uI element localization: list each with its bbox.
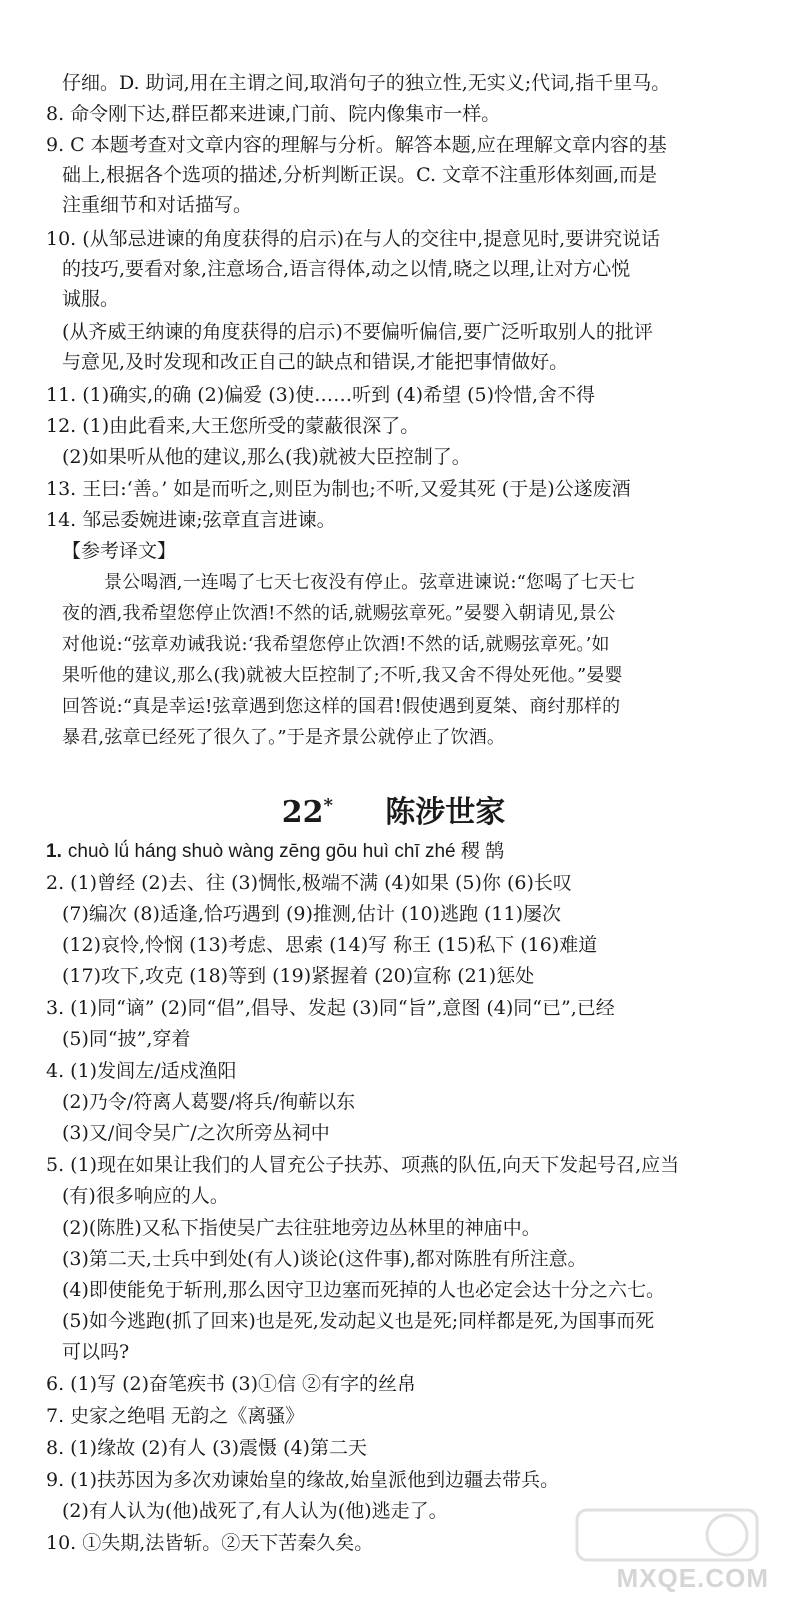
translation-line: 景公喝酒,一连喝了七天七夜没有停止。弦章进谏说:“您喝了七天七 (104, 572, 636, 593)
answer-line: (7)编次 (8)适逢,恰巧遇到 (9)推测,估计 (10)逃跑 (11)屡次 (62, 903, 561, 925)
question-number: 1. (46, 841, 62, 862)
answer-line: 础上,根据各个选项的描述,分析判断正误。C. 文章不注重形体刻画,而是 (62, 164, 658, 186)
answer-line: 【参考译文】 (62, 540, 177, 562)
answer-line: (12)哀怜,怜悯 (13)考虑、思索 (14)写 称王 (15)私下 (16)难道 (62, 934, 598, 956)
answer-line: (3)第二天,士兵中到处(有人)谈论(这件事),都对陈胜有所注意。 (62, 1248, 587, 1270)
answer-line: 11. (1)确实,的确 (2)偏爱 (3)使……听到 (4)希望 (5)怜惜,舍不得 (46, 384, 596, 406)
answer-line: 可以吗? (62, 1341, 130, 1363)
answer-line: 8. 命令刚下达,群臣都来进谏,门前、院内像集市一样。 (46, 103, 501, 125)
translation-line: 果听他的建议,那么(我)就被大臣控制了;不听,我又舍不得处死他。”晏婴 (62, 665, 623, 686)
answer-line: 14. 邹忌委婉进谏;弦章直言进谏。 (46, 509, 336, 531)
answer-line: 诚服。 (62, 288, 120, 310)
answer-line: (5)如今逃跑(抓了回来)也是死,发动起义也是死;同样都是死,为国事而死 (62, 1310, 655, 1332)
translation-line: 回答说:“真是幸运!弦章遇到您这样的国君!假使遇到夏桀、商纣那样的 (62, 696, 621, 717)
answer-line: (2)有人认为(他)战死了,有人认为(他)逃走了。 (62, 1500, 448, 1522)
answer-line: 7. 史家之绝唱 无韵之《离骚》 (46, 1405, 305, 1427)
answer-line: (2)如果听从他的建议,那么(我)就被大臣控制了。 (62, 446, 471, 468)
answer-line: (5)同“披”,穿着 (62, 1028, 191, 1050)
answer-line: (有)很多响应的人。 (62, 1185, 229, 1207)
answer-line: 5. (1)现在如果让我们的人冒充公子扶苏、项燕的队伍,向天下发起号召,应当 (46, 1154, 680, 1176)
answer-line: (4)即使能免于斩刑,那么因守卫边塞而死掉的人也必定会达十分之六七。 (62, 1279, 665, 1301)
answer-line: 的技巧,要看对象,注意场合,语言得体,动之以情,晓之以理,让对方心悦 (62, 258, 631, 280)
answer-line: (17)攻下,攻克 (18)等到 (19)紧握着 (20)宣称 (21)惩处 (62, 965, 535, 987)
answer-line: 与意见,及时发现和改正自己的缺点和错误,才能把事情做好。 (62, 351, 569, 373)
answer-line: 8. (1)缘故 (2)有人 (3)震慑 (4)第二天 (46, 1437, 367, 1459)
answer-line: 注重细节和对话描写。 (62, 194, 253, 216)
pinyin-text: chuò lǘ háng shuò wàng zēng gōu huì chī zhé 稷 鹄 (67, 841, 505, 862)
answer-line: 6. (1)写 (2)奋笔疾书 (3)①信 ②有字的丝帛 (46, 1373, 417, 1395)
answer-line: (2)(陈胜)又私下指使吴广去往驻地旁边丛林里的神庙中。 (62, 1217, 541, 1239)
answer-line: 3. (1)同“谪” (2)同“倡”,倡导、发起 (3)同“旨”,意图 (4)同“已”,已经 (46, 997, 615, 1019)
answer-line: (3)又/间令吴广/之次所旁丛祠中 (62, 1122, 330, 1144)
answer-line: 2. (1)曾经 (2)去、往 (3)惆怅,极端不满 (4)如果 (5)你 (6)长叹 (46, 872, 572, 894)
section-title: 陈涉世家 (385, 795, 506, 830)
answer-line: (2)乃令/符离人葛婴/将兵/徇蕲以东 (62, 1091, 356, 1113)
answer-line: 9. C 本题考查对文章内容的理解与分析。解答本题,应在理解文章内容的基 (46, 134, 667, 156)
answer-line: 仔细。D. 助词,用在主谓之间,取消句子的独立性,无实义;代词,指千里马。 (62, 72, 671, 94)
answer-line: 10. (从邹忌进谏的角度获得的启示)在与人的交往中,提意见时,要讲究说话 (46, 228, 661, 250)
answer-line: 12. (1)由此看来,大王您所受的蒙蔽很深了。 (46, 415, 420, 437)
answer-line: 9. (1)扶苏因为多次劝谏始皇的缘故,始皇派他到边疆去带兵。 (46, 1469, 560, 1491)
section-heading (0, 788, 787, 831)
answer-line: 4. (1)发闾左/适戍渔阳 (46, 1060, 237, 1082)
translation-line: 暴君,弦章已经死了很久了。”于是齐景公就停止了饮酒。 (62, 727, 506, 748)
answer-line: 10. ①失期,法皆斩。②天下苦秦久矣。 (46, 1532, 374, 1554)
watermark-text: MXQE.COM (616, 1563, 769, 1593)
section-number: 22 (281, 795, 324, 830)
translation-line: 夜的酒,我希望您停止饮酒!不然的话,就赐弦章死。”晏婴入朝请见,景公 (62, 603, 616, 624)
answer-line: (从齐威王纳谏的角度获得的启示)不要偏听偏信,要广泛听取别人的批评 (62, 321, 653, 343)
optional-star: * (323, 795, 333, 816)
pinyin-answer-line (46, 840, 504, 864)
translation-line: 对他说:“弦章劝诫我说:‘我希望您停止饮酒!不然的话,就赐弦章死。’如 (62, 634, 610, 655)
answer-line: 13. 王曰:‘善。’ 如是而听之,则臣为制也;不听,又爱其死 (于是)公遂废酒 (46, 478, 631, 500)
